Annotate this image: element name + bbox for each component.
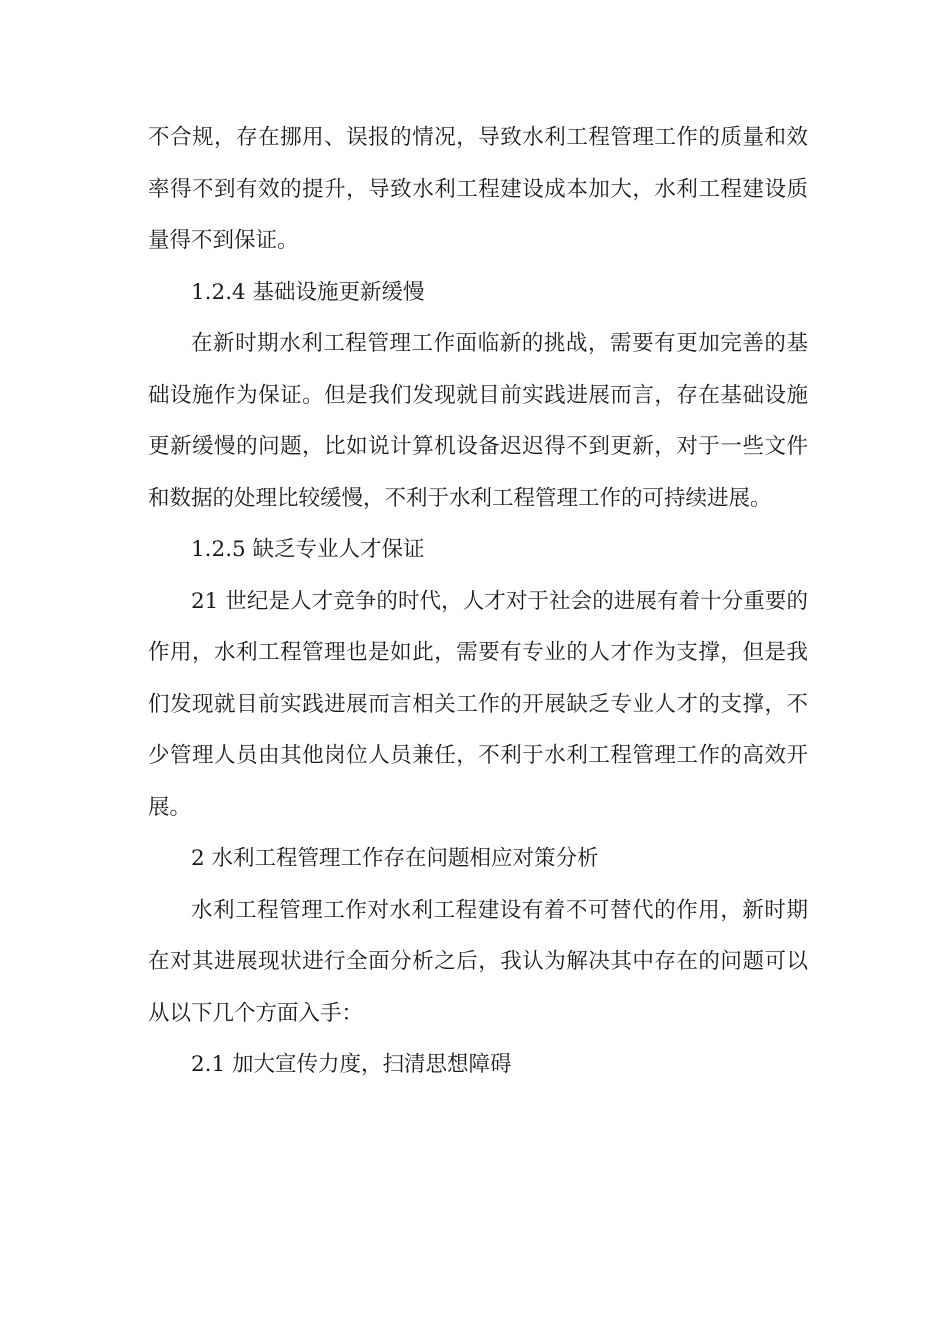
paragraph-infrastructure: 在新时期水利工程管理工作面临新的挑战，需要有更加完善的基础设施作为保证。但是我们发现就目前实践进展而言，存在基础设施更新缓慢的问题，比如说计算机设备迟迟得不到更新，对于一些文件和数据的处理比较缓慢，不利于水利工程管理工作的可持续进展。 <box>148 331 808 511</box>
section-heading-2: 2 水利工程管理工作存在问题相应对策分析 <box>191 846 599 871</box>
section-heading-2-1: 2.1 加大宣传力度，扫清思想障碍 <box>191 1052 512 1077</box>
section-heading-1-2-4: 1.2.4 基础设施更新缓慢 <box>191 279 425 305</box>
paragraph-continued: 不合规，存在挪用、误报的情况，导致水利工程管理工作的质量和效率得不到有效的提升，导致水利工程建设成本加大，水利工程建设质量得不到保证。 <box>148 125 808 253</box>
paragraph-countermeasures: 水利工程管理工作对水利工程建设有着不可替代的作用，新时期在对其进展现状进行全面分析之后，我认为解决其中存在的问题可以从以下几个方面入手： <box>148 897 808 1026</box>
document-body <box>148 112 808 1091</box>
section-heading-1-2-5: 1.2.5 缺乏专业人才保证 <box>191 537 425 562</box>
paragraph-talent: 21 世纪是人才竞争的时代，人才对于社会的进展有着十分重要的作用，水利工程管理也是如此，需要有专业的人才作为支撑，但是我们发现就目前实践进展而言相关工作的开展缺乏专业人才的支撑，不少管理人员由其他岗位人员兼任，不利于水利工程管理工作的高效开展。 <box>148 588 808 820</box>
